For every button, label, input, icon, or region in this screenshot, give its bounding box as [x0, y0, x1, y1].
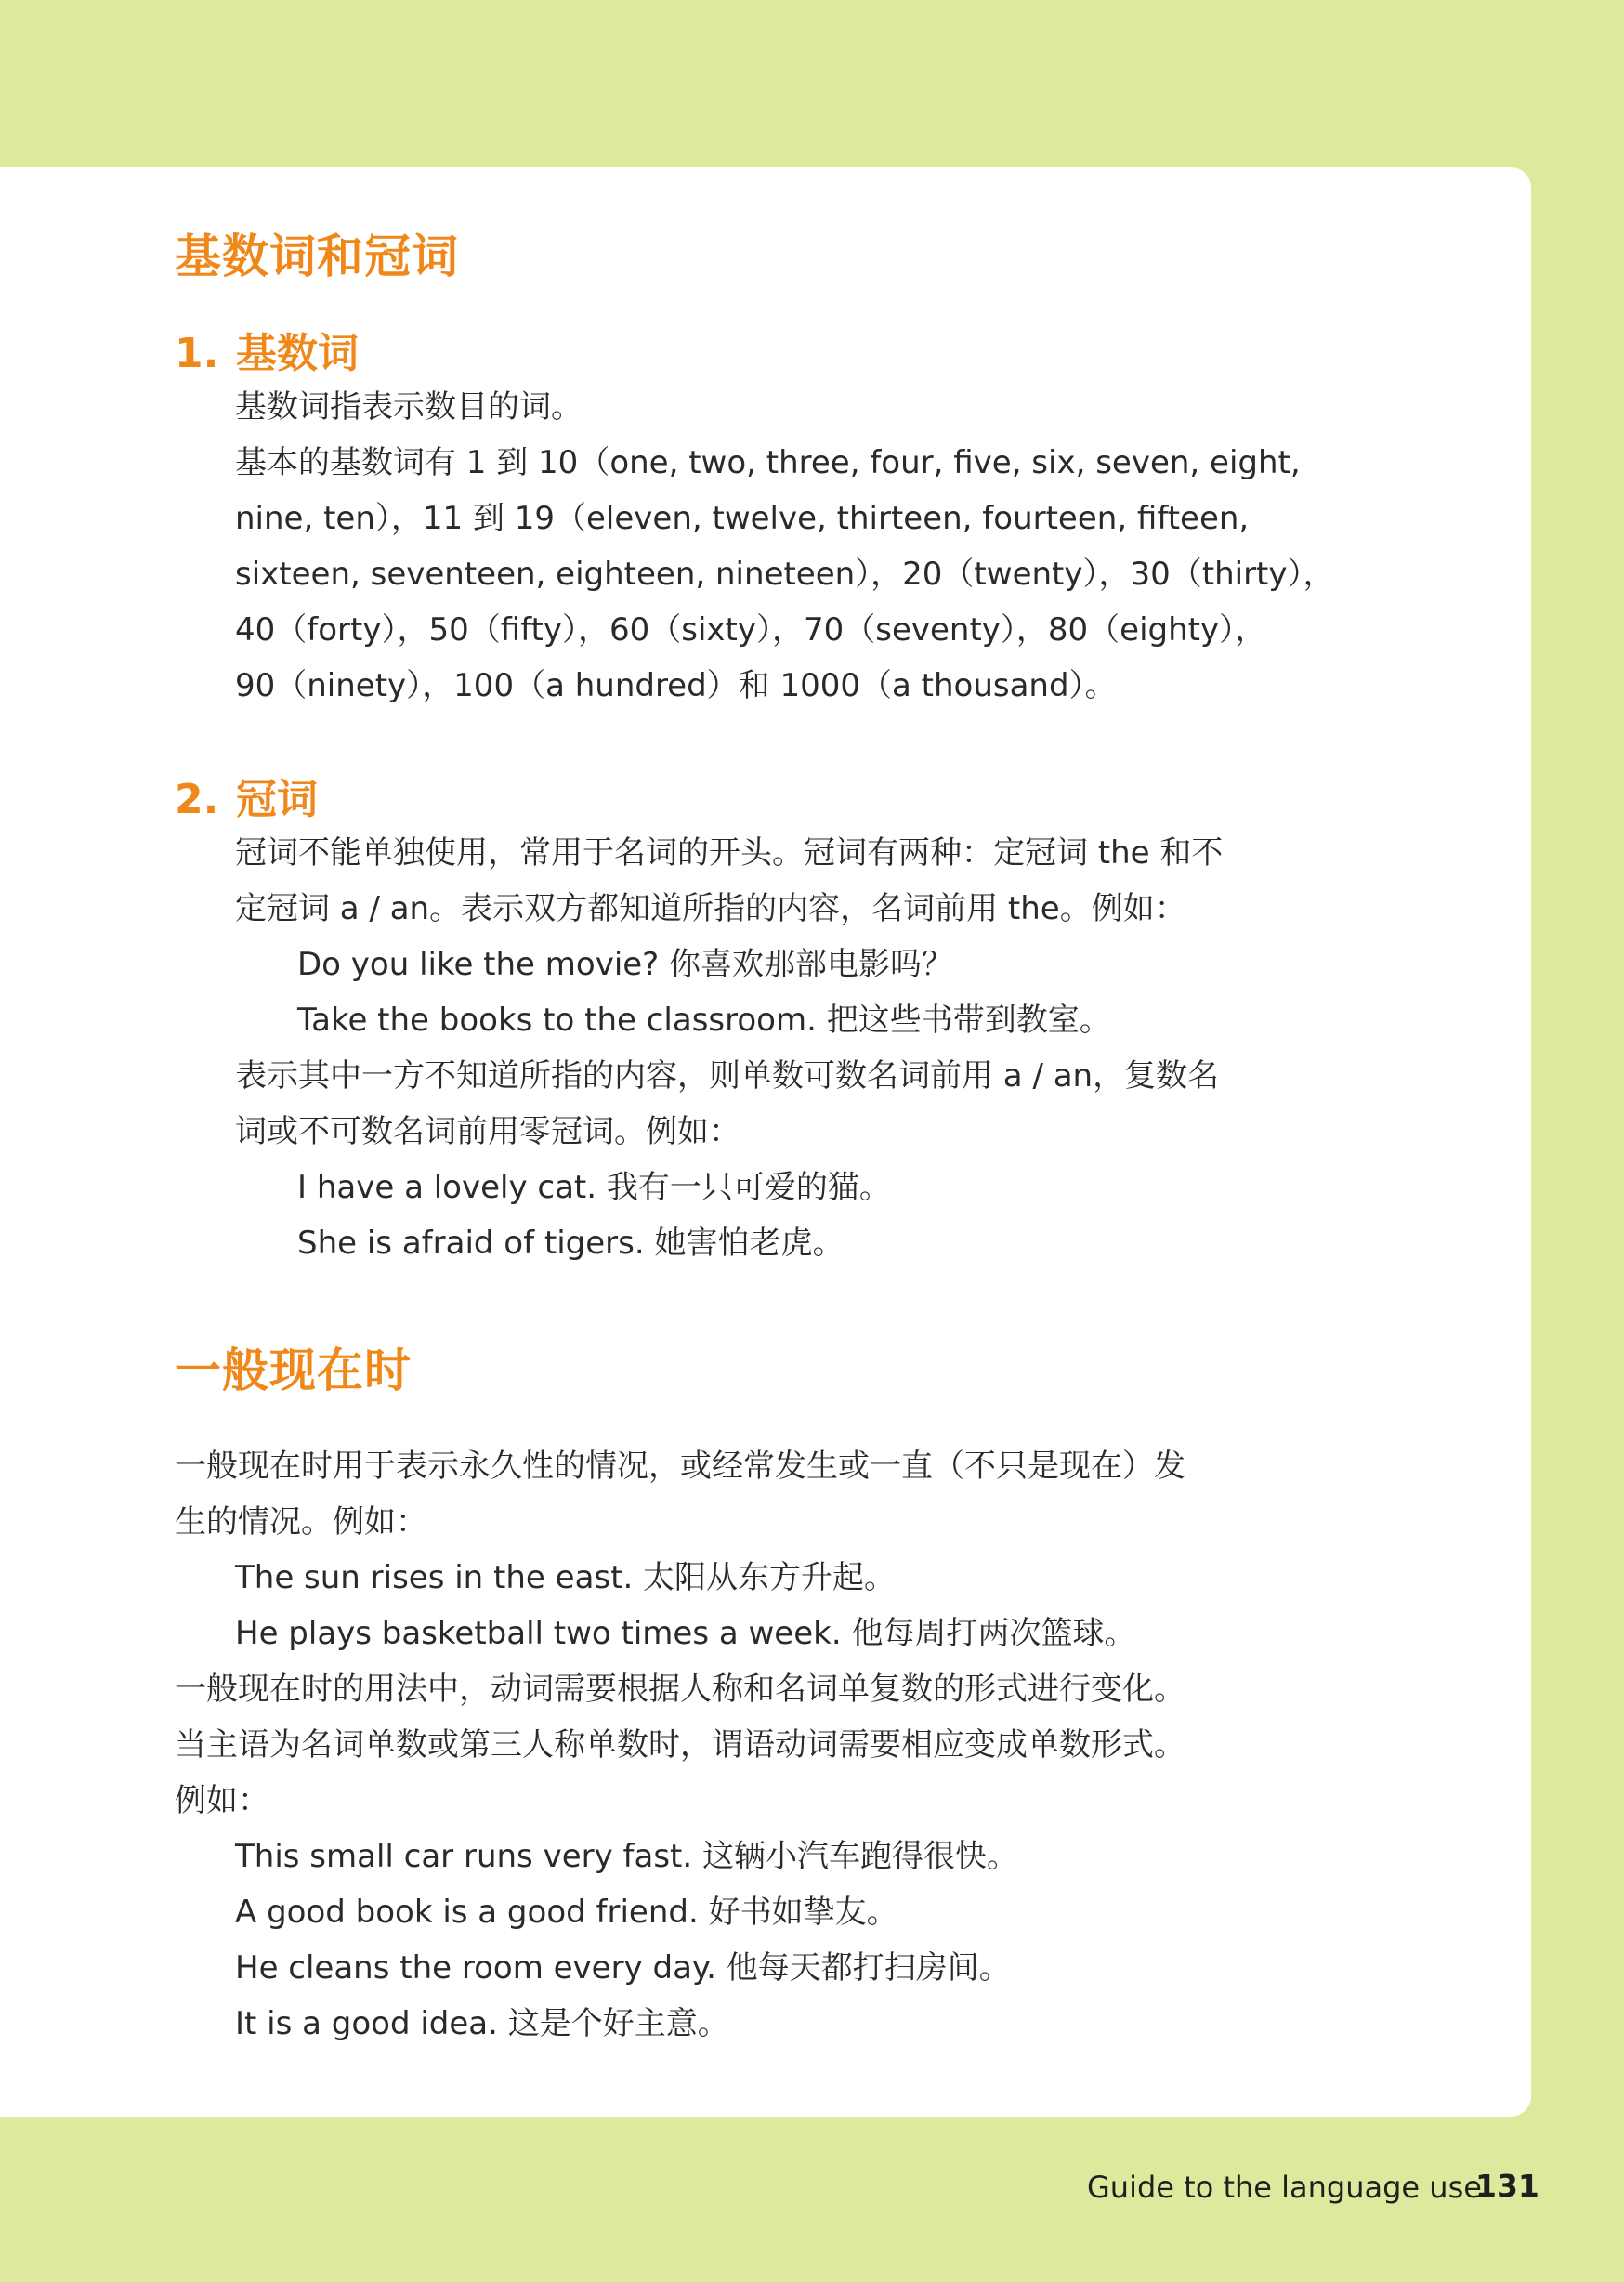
paragraph-line: nine, ten），11 到 19（eleven, twelve, thirteen, fourteen, fifteen,: [235, 500, 1250, 537]
example-sentence: The sun rises in the east. 太阳从东方升起。: [235, 1559, 897, 1596]
example-sentence: This small car runs very fast. 这辆小汽车跑得很快。: [235, 1838, 1018, 1875]
paragraph-line: 定冠词 a / an。表示双方都知道所指的内容，名词前用 the。例如：: [235, 890, 1186, 927]
paragraph-line: 表示其中一方不知道所指的内容，则单数可数名词前用 a / an，复数名: [235, 1057, 1220, 1095]
paragraph-line: sixteen, seventeen, eighteen, nineteen），20（twenty），30（thirty），: [235, 556, 1335, 593]
example-sentence: It is a good idea. 这是个好主意。: [235, 2005, 729, 2042]
paragraph-line: 一般现在时用于表示永久性的情况，或经常发生或一直（不只是现在）发: [175, 1448, 1185, 1485]
example-sentence: He cleans the room every day. 他每天都打扫房间。: [235, 1949, 1011, 1987]
subsection-title-text: 冠词: [236, 776, 318, 823]
paragraph-line: 词或不可数名词前用零冠词。例如：: [235, 1113, 740, 1150]
paragraph-line: 例如：: [175, 1782, 269, 1819]
paragraph-line: 当主语为名词单数或第三人称单数时，谓语动词需要相应变成单数形式。: [175, 1726, 1185, 1764]
paragraph-line: 一般现在时的用法中，动词需要根据人称和名词单复数的形式进行变化。: [175, 1671, 1185, 1708]
example-sentence: Do you like the movie? 你喜欢那部电影吗？: [297, 946, 954, 983]
subsection-number: 1.: [175, 330, 219, 377]
subsection-title-articles: [175, 766, 318, 825]
example-sentence: Take the books to the classroom. 把这些书带到教室。: [297, 1002, 1111, 1039]
subsection-title-cardinal: [175, 320, 359, 379]
paragraph-line: 基本的基数词有 1 到 10（one, two, three, four, five, six, seven, eight,: [235, 444, 1301, 481]
example-sentence: I have a lovely cat. 我有一只可爱的猫。: [297, 1169, 891, 1206]
paragraph-line: 冠词不能单独使用，常用于名词的开头。冠词有两种：定冠词 the 和不: [235, 834, 1224, 872]
section-title-cardinal-articles: 基数词和冠词: [175, 230, 459, 283]
example-sentence: A good book is a good friend. 好书如挚友。: [235, 1894, 898, 1931]
footer-label: Guide to the language use: [1087, 2170, 1482, 2205]
example-sentence: She is afraid of tigers. 她害怕老虎。: [297, 1225, 845, 1262]
paragraph-line: 40（forty），50（fifty），60（sixty），70（seventy），80（eighty），: [235, 611, 1267, 649]
page-number: 131: [1475, 2168, 1539, 2204]
subsection-title-text: 基数词: [236, 330, 359, 377]
paragraph-line: 90（ninety），100（a hundred）和 1000（a thousand）。: [235, 667, 1117, 704]
paragraph-line: 生的情况。例如：: [175, 1503, 427, 1541]
example-sentence: He plays basketball two times a week. 他每周打两次篮球。: [235, 1615, 1136, 1652]
section-title-present-simple: 一般现在时: [175, 1344, 412, 1397]
paragraph-line: 基数词指表示数目的词。: [235, 388, 583, 426]
subsection-number: 2.: [175, 776, 219, 823]
